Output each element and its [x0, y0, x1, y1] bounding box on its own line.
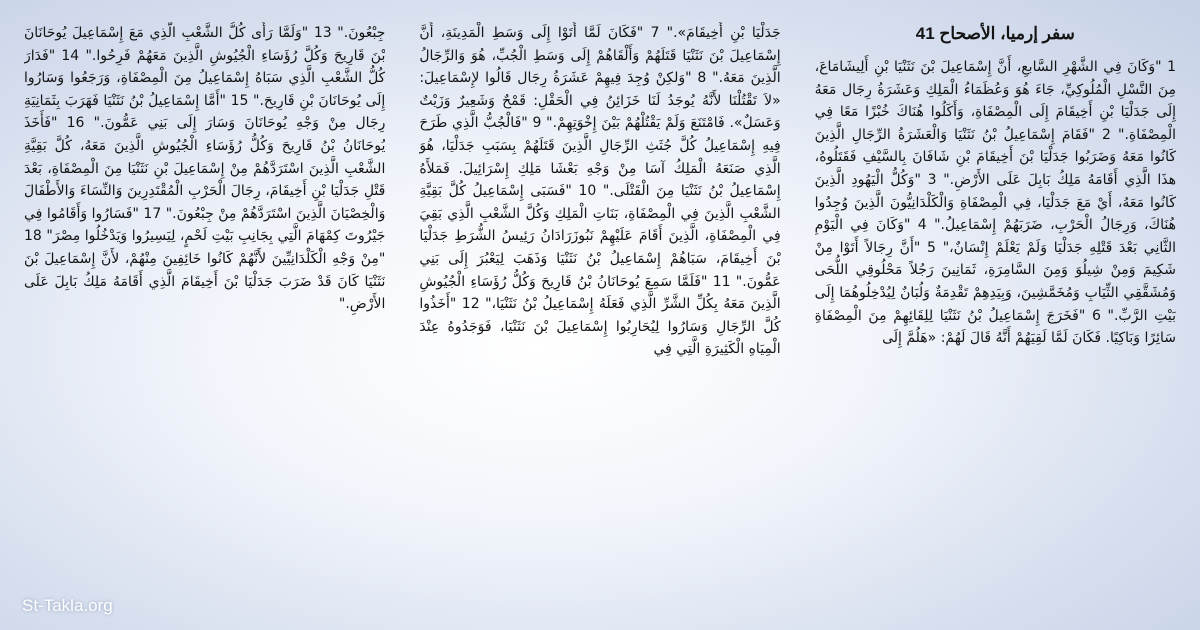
text-column-2: [419, 22, 780, 616]
column-1-text: 1 "وَكَانَ فِي الشَّهْرِ السَّابعِ، أَنَّ إِسْمَاعِيلَ بْنَ نَثَنْيَا بْنِ أَلِيشَامَاعَ، مِنَ النَّسْلِ الْمُلُوكِيِّ، جَاءَ هُوَ وَعُظَمَاءُ الْمَلِكِ وَعَشَرَةُ رِجَال مَعَهُ إِلَى جَدَلْيَا بْنِ أَخِيقَامَ إِلَى الْمِصْفَاةِ، وَأَكَلُوا هُنَاكَ خُبْزًا مَعًا فِي الْمِصْفَاةِ." 2 "فَقَامَ إِسْمَاعِيلُ بْنُ نَثَنْيَا وَالْعَشَرَةُ الرِّجَالِ الَّذِينَ كَانُوا مَعَهُ وَضَرَبُوا جَدَلْيَا بْنَ أَخِيقَامَ بْنِ شَافَانَ بِالسَّيْفِ فَقَتَلُوهُ، هذَا الَّذِي أَقَامَهُ مَلِكُ بَابِلَ عَلَى الأَرْضِ." 3 "وَكُلُّ الْيَهُودِ الَّذِينَ كَانُوا مَعَهُ، أَيْ مَعَ جَدَلْيَا، فِي الْمِصْفَاةِ وَالْكَلْدَانِيُّونَ الَّذِينَ وُجِدُوا هُنَاكَ، وَرِجَالُ الْحَرْبِ، ضَرَبَهُمْ إِسْمَاعِيلُ." 4 "وَكَانَ فِي الْيَوْمِ الثَّانِي بَعْدَ قَتْلِهِ جَدَلْيَا وَلَمْ يَعْلَمْ إِنْسَانٌ،" 5 "أَنَّ رِجَالاً أَتَوْا مِنْ شَكِيمَ وَمِنْ شِيلُوَ وَمِنَ السَّامِرَةِ، ثَمَانِينَ رَجُلاً مَحْلُوقِي اللُّحَى وَمُشَقَّقِي الثِّيَابِ وَمُخَمَّشِينَ، وَبِيَدِهِمْ تَقْدِمَةٌ وَلُبَانٌ لِيُدْخِلُوهُمَا إِلَى بَيْتِ الرَّبِّ." 6 "فَخَرَجَ إِسْمَاعِيلُ بْنُ نَثَنْيَا لِلِقَائِهِمْ مِنَ الْمِصْفَاةِ سَائِرًا وَبَاكِيًا. فَكَانَ لَمَّا لَقِيَهُمْ أَنَّهُ قَالَ لَهُمْ: «هَلُمَّ إِلَى: [814, 59, 1176, 347]
site-watermark: St-Takla.org: [22, 596, 113, 615]
text-column-1: [815, 22, 1176, 616]
column-3-text: جِبْعُونَ." 13 "وَلَمَّا رَأَى كُلُّ الشَّعْبِ الَّذِي مَعَ إِسْمَاعِيلَ يُوحَانَانَ بْنَ قَارِيحَ وَكُلَّ رُؤَسَاءِ الْجُيُوشِ الَّذِينَ مَعَهُمْ فَرِحُوا." 14 "فَدَارَ كُلُّ الشَّعْبِ الَّذِي سَبَاهُ إِسْمَاعِيلُ مِنَ الْمِصْفَاةِ، وَرَجَعُوا وَسَارُوا إِلَى يُوحَانَانَ بْنِ قَارِيحَ." 15 "أَمَّا إِسْمَاعِيلُ بْنُ نَثَنْيَا فَهَرَبَ بِثَمَانِيَةِ رِجَال مِنْ وَجْهِ يُوحَانَانَ وَسَارَ إِلَى بَنِي عَمُّونَ." 16 "فَأَخَذَ يُوحَانَانُ بْنُ قَارِيحَ وَكُلُّ رُؤَسَاءِ الْجُيُوشِ الَّذِينَ مَعَهُ، كُلَّ بَقِيَّةِ الشَّعْبِ الَّذِينَ اسْتَرَدَّهُمْ مِنْ إِسْمَاعِيلَ بْنِ نَثَنْيَا مِنَ الْمِصْفَاةِ، بَعْدَ قَتْلِ جَدَلْيَا بْنِ أَخِيقَامَ، رِجَالَ الْحَرْبِ الْمُقْتَدِرِينَ وَالنِّسَاءَ وَالأَطْفَالَ وَالْخِصْيَانَ الَّذِينَ اسْتَرَدَّهُمْ مِنْ جِبْعُونَ." 17 "فَسَارُوا وَأَقَامُوا فِي جَيْرُوتَ كِمْهَامَ الَّتِي بِجَانِبِ بَيْتِ لَحْمٍ، لِيَسِيرُوا وَيَدْخُلُوا مِصْرَ" 18 "مِنْ وَجْهِ الْكَلْدَانِيِّينَ لأَنَّهُمْ كَانُوا خَائِفِينَ مِنْهُمْ، لأَنَّ إِسْمَاعِيلَ بْنَ نَثَنْيَا كَانَ قَدْ ضَرَبَ جَدَلْيَا بْنَ أَخِيقَامَ الَّذِي أَقَامَهُ مَلِكُ بَابِلَ عَلَى الأَرْضِ.": [24, 25, 386, 313]
text-column-3: [24, 22, 385, 616]
column-2-text: جَدَلْيَا بْنِ أَخِيقَامَ»." 7 "فَكَانَ لَمَّا أَتَوْا إِلَى وَسَطِ الْمَدِينَةِ، أَنَّ إِسْمَاعِيلَ بْنَ نَثَنْيَا قَتَلَهُمْ وَأَلْقَاهُمْ إِلَى وَسَطِ الْجُبِّ، هُوَ وَالرِّجَالُ الَّذِينَ مَعَهُ." 8 "وَلكِنْ وُجِدَ فِيهِمْ عَشَرَةُ رِجَال قَالُوا لإِسْمَاعِيلَ: «لاَ تَقْتُلْنَا لأَنَّهُ يُوجَدُ لَنَا خَزَائِنُ فِي الْحَقْلِ: قَمْحٌ وَشَعِيرٌ وَزَيْتٌ وَعَسَلٌ». فَامْتَنَعَ وَلَمْ يَقْتُلْهُمْ بَيْنَ إِخْوَتِهِمْ." 9 "فَالْجُبُّ الَّذِي طَرَحَ فِيهِ إِسْمَاعِيلُ كُلَّ جُثَثِ الرِّجَالِ الَّذِينَ قَتَلَهُمْ بِسَبَبِ جَدَلْيَا، هُوَ الَّذِي صَنَعَهُ الْمَلِكُ آسَا مِنْ وَجْهِ بَعْشَا مَلِكِ إِسْرَائِيلَ. فَمَلأَهُ إِسْمَاعِيلُ بْنُ نَثَنْيَا مِنَ الْقَتْلَى." 10 "فَسَبَى إِسْمَاعِيلُ كُلَّ بَقِيَّةِ الشَّعْبِ الَّذِينَ فِي الْمِصْفَاةِ، بَنَاتِ الْمَلِكِ وَكُلَّ الشَّعْبِ الَّذِي بَقِيَ فِي الْمِصْفَاةِ، الَّذِينَ أَقَامَ عَلَيْهِمْ نَبُوزَرَادَانُ رَئِيسُ الشُّرَطِ جَدَلْيَا بْنَ أَخِيقَامَ، سَبَاهُمْ إِسْمَاعِيلُ بْنُ نَثَنْيَا وَذَهَبَ لِيَعْبُرَ إِلَى بَنِي عَمُّونَ." 11 "فَلَمَّا سَمِعَ يُوحَانَانُ بْنُ قَارِيحَ وَكُلُّ رُؤَسَاءِ الْجُيُوشِ الَّذِينَ مَعَهُ بِكُلِّ الشَّرِّ الَّذِي فَعَلَهُ إِسْمَاعِيلُ بْنُ نَثَنْيَا،" 12 "أَخَذُوا كُلَّ الرِّجَالِ وَسَارُوا لِيُحَارِبُوا إِسْمَاعِيلَ بْنَ نَثَنْيَا، فَوَجَدُوهُ عِنْدَ الْمِيَاهِ الْكَثِيرَةِ الَّتِي فِي: [419, 25, 781, 358]
page-title: سفر إرميا، الأصحاح 41: [915, 24, 1075, 43]
